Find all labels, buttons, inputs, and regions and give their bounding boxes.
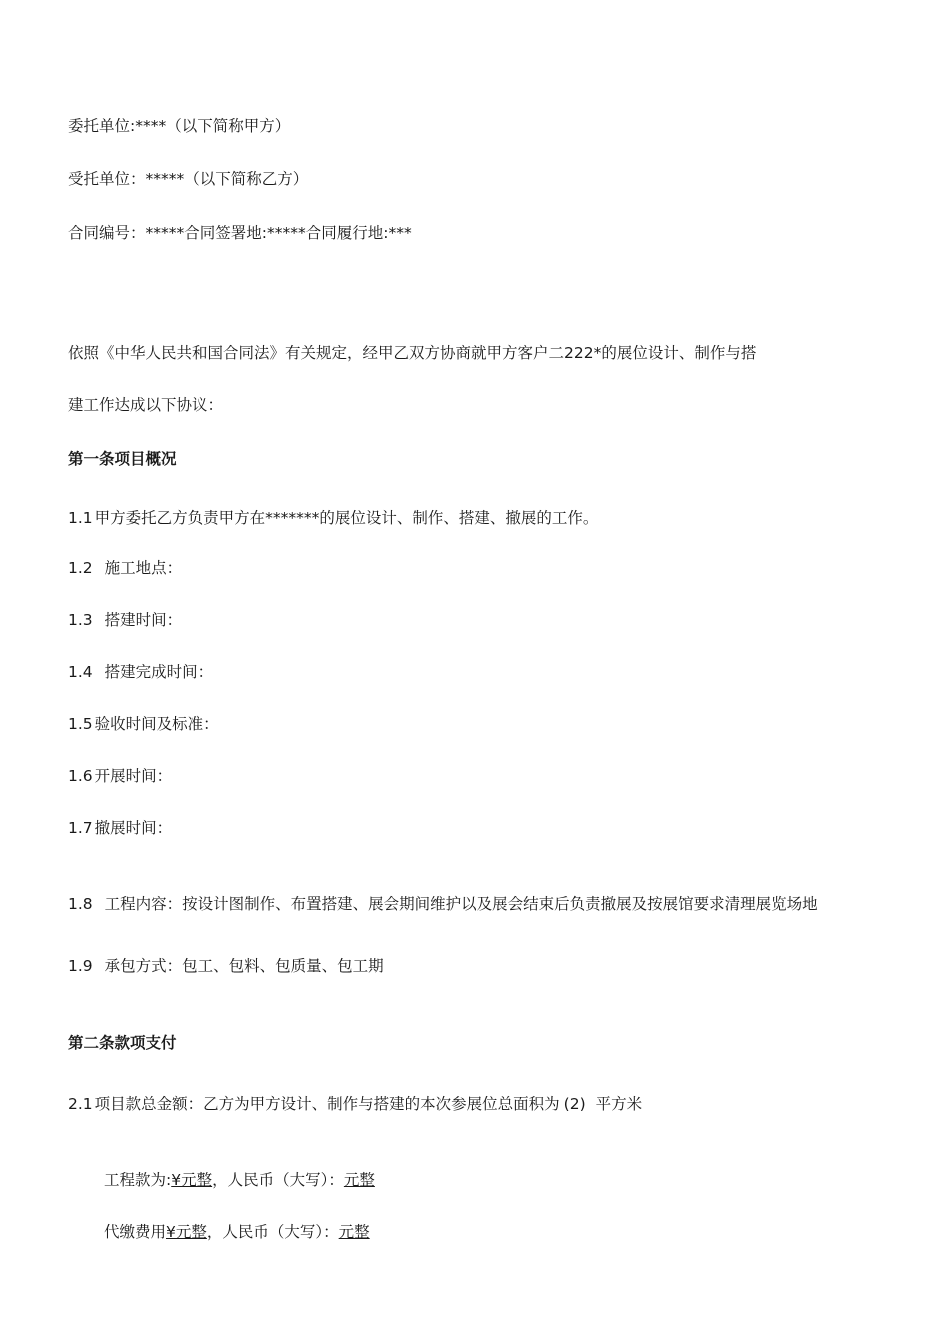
intro-line-2: 建工作达成以下协议：	[68, 396, 224, 414]
item-number: 1.7	[68, 819, 93, 837]
article1-title: 第一条项目概况	[68, 450, 177, 468]
agency-fee-amount: ¥元整	[166, 1223, 207, 1241]
item-1-1	[68, 508, 598, 528]
item-1-9	[68, 956, 384, 976]
item-number: 1.6	[68, 767, 93, 785]
item-1-4	[68, 662, 213, 682]
item-text: 工程内容：按设计图制作、布置搭建、展会期间维护以及展会结束后负责撤展及按展馆要求清理展览场地	[104, 895, 818, 913]
contractor-line: 受托单位：*****（以下简称乙方）	[68, 170, 309, 188]
client-line: 委托单位:****（以下简称甲方）	[68, 117, 291, 135]
item-number: 1.1	[68, 509, 93, 527]
item-number: 1.4	[68, 663, 93, 681]
agency-fee-label: 代缴费用	[104, 1223, 167, 1241]
item-text: 搭建完成时间：	[104, 663, 214, 681]
item-1-3	[68, 610, 182, 630]
item-1-6	[68, 766, 172, 786]
article2-title: 第二条款项支付	[68, 1034, 177, 1052]
engineering-fee-label: 工程款为:	[104, 1171, 172, 1189]
item-text: 施工地点：	[104, 559, 183, 577]
item-number: 1.9	[68, 957, 93, 975]
item-text: 开展时间：	[94, 767, 173, 785]
item-text: 甲方委托乙方负责甲方在*******的展位设计、制作、搭建、撤展的工作。	[94, 509, 599, 527]
engineering-fee-line	[104, 1170, 375, 1190]
engineering-fee-middle: ，人民币（大写）：	[212, 1171, 344, 1189]
item-number: 1.8	[68, 895, 93, 913]
item-text: 验收时间及标准：	[94, 715, 219, 733]
item-1-5	[68, 714, 219, 734]
item-1-7	[68, 818, 172, 838]
item-text: 搭建时间：	[104, 611, 183, 629]
item-number: 1.2	[68, 559, 93, 577]
agency-fee-line	[104, 1222, 370, 1242]
item-2-1	[68, 1094, 642, 1114]
item-number: 1.3	[68, 611, 93, 629]
item-1-2	[68, 558, 182, 578]
item-1-8	[68, 894, 818, 914]
item-text: 承包方式：包工、包料、包质量、包工期	[104, 957, 384, 975]
area-value: (2)	[563, 1095, 586, 1113]
agency-fee-middle: ，人民币（大写）：	[206, 1223, 339, 1241]
item-number: 1.5	[68, 715, 93, 733]
item-text: 项目款总金额：乙方为甲方设计、制作与搭建的本次参展位总面积为	[94, 1095, 560, 1113]
contract-info-line: 合同编号：*****合同签署地:*****合同履行地:***	[68, 224, 412, 242]
area-unit: 平方米	[595, 1095, 643, 1113]
intro-line-1: 依照《中华人民共和国合同法》有关规定，经甲乙双方协商就甲方客户二222*的展位设计、制作与搭	[68, 344, 757, 362]
item-text: 撤展时间：	[94, 819, 173, 837]
engineering-fee-amount: ¥元整	[171, 1171, 213, 1189]
agency-fee-caps: 元整	[338, 1223, 370, 1241]
engineering-fee-caps: 元整	[343, 1171, 375, 1189]
item-number: 2.1	[68, 1095, 93, 1113]
